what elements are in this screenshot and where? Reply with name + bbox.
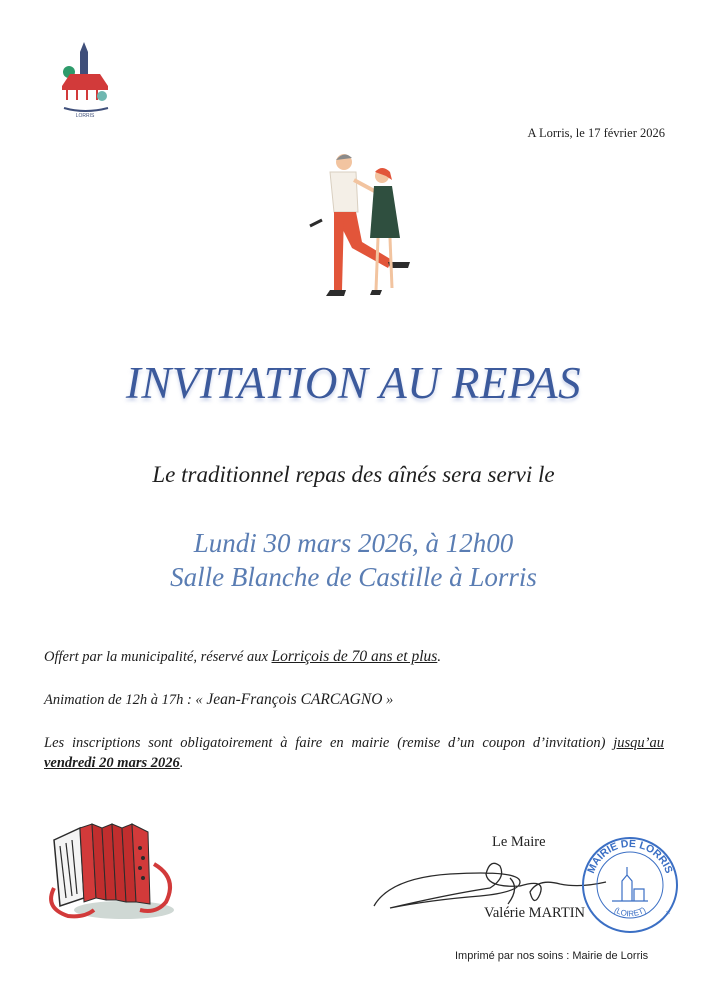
date-line: A Lorris, le 17 février 2026: [527, 126, 665, 140]
animation-suffix: »: [382, 692, 394, 708]
accordion-illustration: [44, 818, 186, 926]
animation-paragraph: [44, 691, 664, 709]
mayor-title: Le Maire: [492, 834, 546, 850]
footer-printed-by: Imprimé par nos soins : Mairie de Lorris: [455, 950, 649, 962]
offer-emphasis: Lorriçois de 70 ans et plus: [271, 648, 438, 665]
event-date-time: Lundi 30 mars 2026, à 12h00: [193, 528, 514, 558]
inscription-end: .: [179, 755, 184, 771]
town-hall-stamp: [580, 835, 680, 935]
invitation-title: INVITATION AU REPAS: [125, 358, 582, 408]
animation-name: Jean-François CARCAGNO: [206, 691, 383, 708]
inscription-deadline: vendredi 20 mars 2026: [44, 755, 180, 771]
dancers-illustration: [300, 150, 420, 302]
svg-text:(LOIRET): [613, 905, 648, 918]
offer-suffix: .: [437, 649, 441, 665]
svg-text:MAIRIE DE LORRIS: [585, 838, 675, 875]
stamp-top-text: MAIRIE DE LORRIS: [585, 837, 675, 876]
inscription-text: Les inscriptions sont obligatoirement à faire en mairie (remise d’un coupon d’invitation): [44, 735, 614, 751]
inscription-paragraph: [44, 733, 664, 773]
inscription-deadline-prefix: jusqu’au: [613, 735, 664, 751]
svg-text:*: *: [666, 910, 670, 919]
logo-text: LORRIS: [75, 113, 95, 118]
event-place: Salle Blanche de Castille à Lorris: [170, 562, 537, 592]
stamp-bottom-text: (LOIRET): [612, 905, 648, 919]
offer-prefix: Offert par la municipalité, réservé aux: [44, 649, 272, 665]
mayor-name: Valérie MARTIN: [484, 905, 586, 921]
offer-paragraph: [44, 648, 664, 666]
animation-prefix: Animation de 12h à 17h : «: [44, 692, 207, 708]
lorris-logo: [56, 42, 114, 118]
subtitle: Le traditionnel repas des aînés sera servi le: [152, 462, 555, 487]
